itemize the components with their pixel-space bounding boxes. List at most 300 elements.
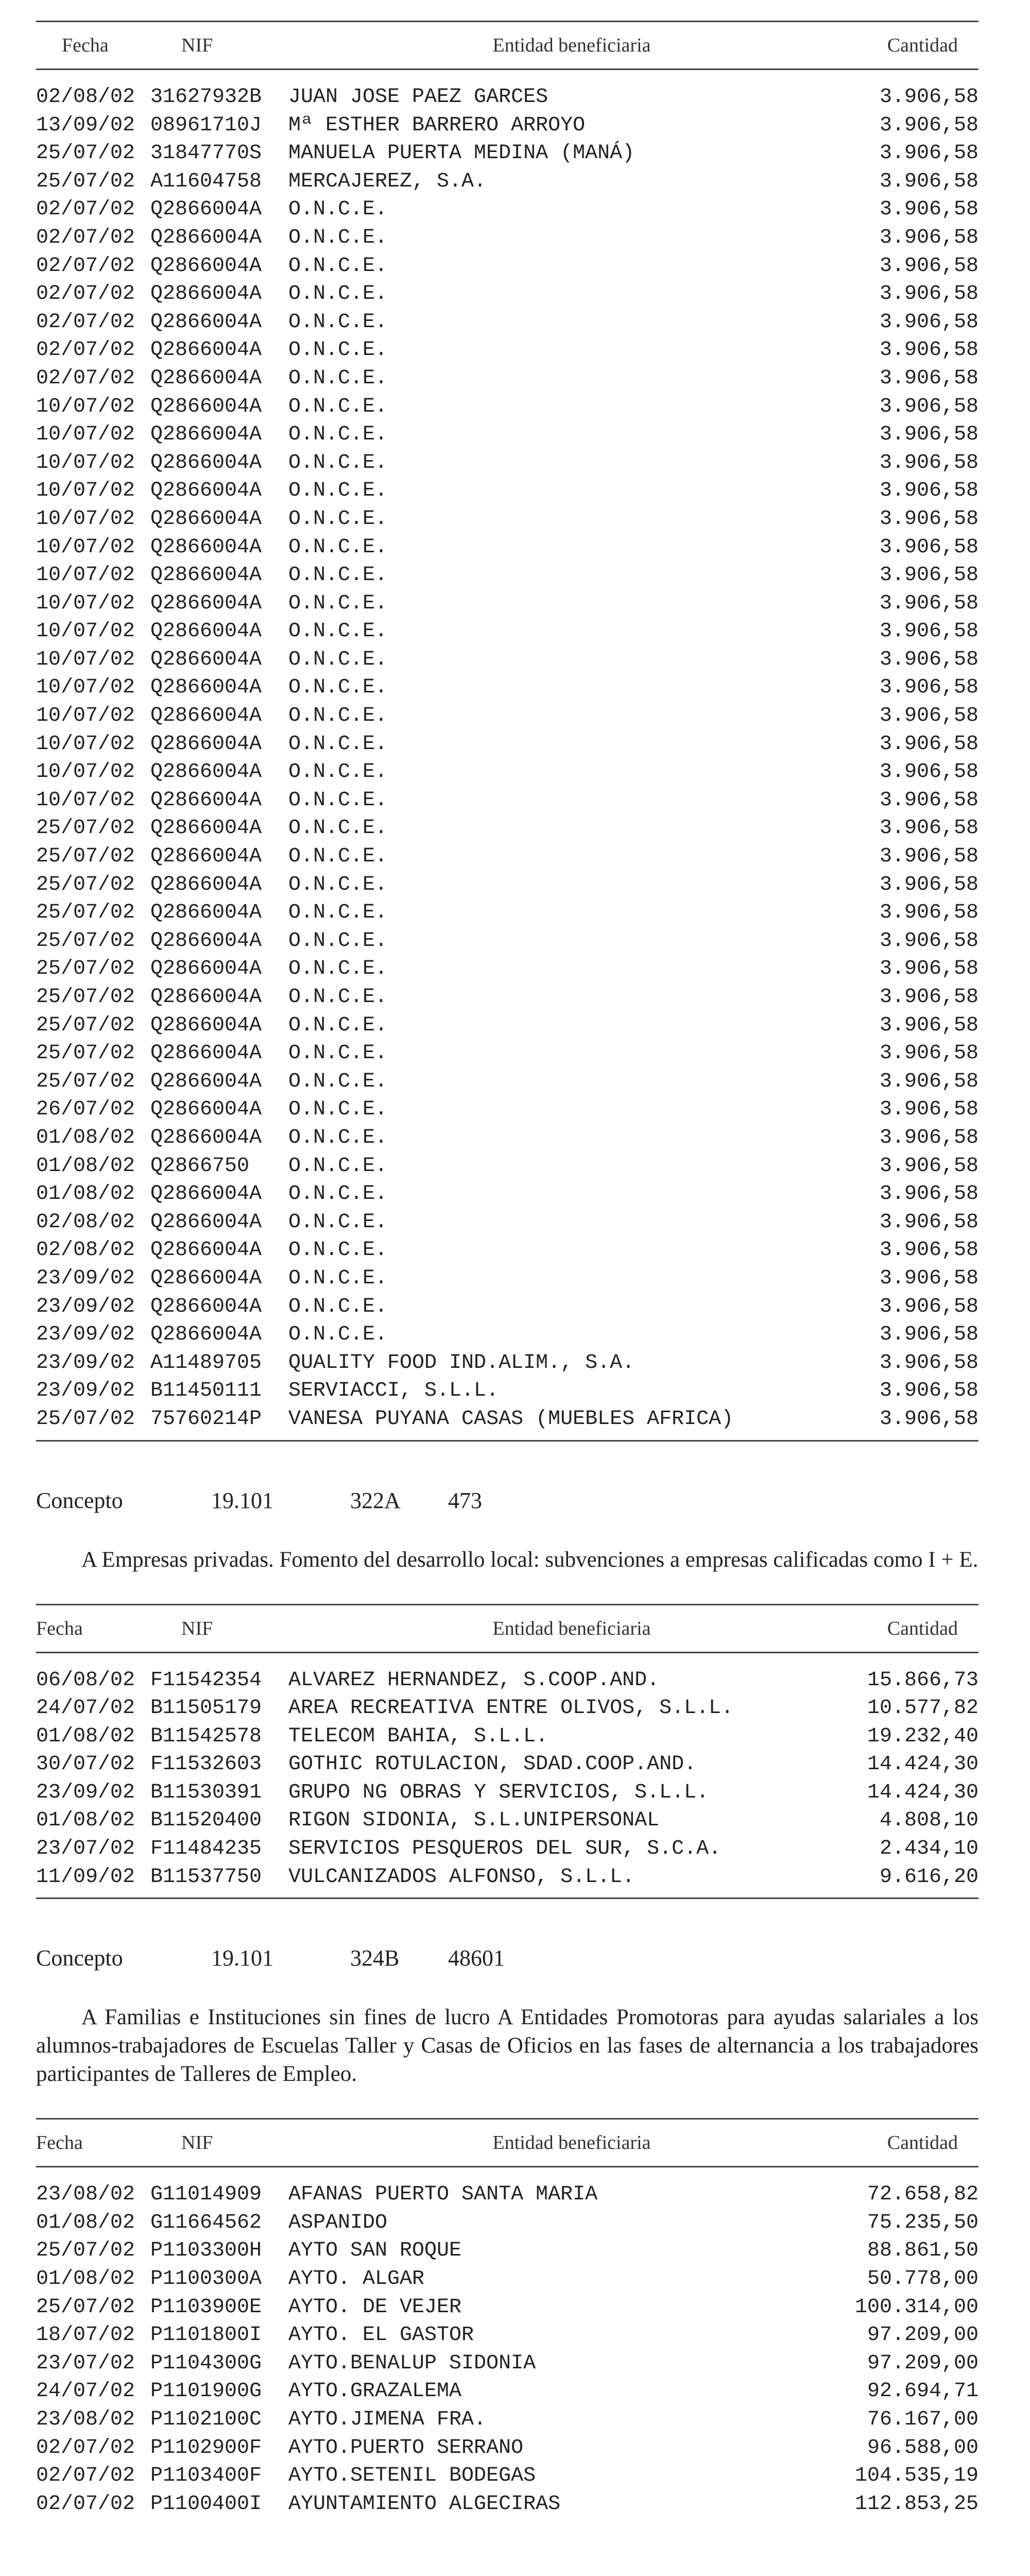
cell-cantidad: 3.906,58	[879, 1070, 978, 1093]
cell-nif: P1104300G	[150, 2351, 262, 2375]
cell-entidad: O.N.C.E.	[288, 507, 388, 531]
table-row	[36, 1723, 978, 1751]
cell-fecha: 25/07/02	[36, 2295, 135, 2319]
table-body	[36, 1653, 978, 1900]
table-header	[36, 21, 978, 70]
cell-nif: 75760214P	[150, 1407, 262, 1431]
cell-fecha: 23/09/02	[36, 1781, 135, 1804]
cell-nif: Q2866004A	[150, 282, 262, 306]
cell-cantidad: 3.906,58	[879, 338, 978, 362]
table-row	[36, 618, 978, 646]
table-row	[36, 1096, 978, 1124]
cell-fecha: 10/07/02	[36, 704, 135, 728]
table-row	[36, 2209, 978, 2238]
table-header	[36, 2118, 978, 2167]
cell-fecha: 01/08/02	[36, 1809, 135, 1833]
table-row	[36, 1377, 978, 1405]
cell-fecha: 02/07/02	[36, 2492, 135, 2516]
header-nif: NIF	[181, 2132, 213, 2154]
table-row	[36, 2490, 978, 2519]
table-row	[36, 365, 978, 393]
cell-entidad: JUAN JOSE PAEZ GARCES	[288, 86, 548, 109]
cell-cantidad: 3.906,58	[879, 170, 978, 193]
table-row	[36, 1835, 978, 1863]
cell-nif: B11530391	[150, 1781, 262, 1804]
table-row	[36, 252, 978, 281]
cell-nif: Q2866004A	[150, 1295, 262, 1318]
cell-entidad: SERVICIOS PESQUEROS DEL SUR, S.C.A.	[288, 1837, 722, 1861]
cell-nif: Q2866004A	[150, 366, 262, 390]
cell-nif: Q2866004A	[150, 1182, 262, 1206]
cell-fecha: 10/07/02	[36, 591, 135, 615]
table-row	[36, 1779, 978, 1807]
cell-nif: P1103300H	[150, 2239, 262, 2263]
cell-entidad: O.N.C.E.	[288, 1210, 388, 1234]
cell-fecha: 30/07/02	[36, 1753, 135, 1776]
cell-cantidad: 3.906,58	[879, 1126, 978, 1149]
cell-fecha: 02/08/02	[36, 1239, 135, 1262]
table-row	[36, 1405, 978, 1434]
cell-fecha: 01/08/02	[36, 1724, 135, 1748]
concept-label: Concepto	[36, 1945, 123, 1971]
cell-nif: Q2866004A	[150, 479, 262, 503]
cell-nif: Q2866004A	[150, 591, 262, 615]
cell-entidad: QUALITY FOOD IND.ALIM., S.A.	[288, 1351, 635, 1375]
cell-fecha: 01/08/02	[36, 1154, 135, 1178]
cell-nif: Q2866004A	[150, 929, 262, 953]
cell-entidad: O.N.C.E.	[288, 1098, 388, 1122]
cell-entidad: O.N.C.E.	[288, 648, 388, 671]
cell-cantidad: 3.906,58	[879, 1098, 978, 1122]
table-row	[36, 336, 978, 365]
cell-entidad: O.N.C.E.	[288, 535, 388, 559]
table-row	[36, 1863, 978, 1892]
header-fecha: Fecha	[36, 1617, 83, 1639]
cell-fecha: 02/07/02	[36, 2464, 135, 2488]
cell-fecha: 11/09/02	[36, 1865, 135, 1889]
cell-fecha: 01/08/02	[36, 2211, 135, 2234]
cell-fecha: 25/07/02	[36, 817, 135, 840]
header-nif: NIF	[181, 35, 213, 56]
cell-fecha: 02/07/02	[36, 366, 135, 390]
beneficiaries-table-1	[36, 21, 978, 1442]
table-row	[36, 2462, 978, 2490]
table-row	[36, 1040, 978, 1068]
cell-cantidad: 3.906,58	[879, 564, 978, 587]
cell-cantidad: 92.694,71	[867, 2380, 978, 2403]
cell-entidad: O.N.C.E.	[288, 1323, 388, 1347]
concept-code-2: 322A	[350, 1487, 401, 1513]
table-row	[36, 2434, 978, 2463]
cell-cantidad: 15.866,73	[867, 1668, 978, 1692]
cell-cantidad: 9.616,20	[879, 1865, 978, 1889]
cell-entidad: O.N.C.E.	[288, 1266, 388, 1290]
cell-cantidad: 3.906,58	[879, 395, 978, 418]
cell-entidad: O.N.C.E.	[288, 451, 388, 474]
cell-nif: Q2866004A	[150, 535, 262, 559]
table-row	[36, 421, 978, 449]
cell-entidad: AYTO.PUERTO SERRANO	[288, 2436, 524, 2460]
cell-cantidad: 10.577,82	[867, 1697, 978, 1720]
table-row	[36, 815, 978, 843]
cell-nif: P1101800I	[150, 2324, 262, 2347]
cell-nif: P1102100C	[150, 2408, 262, 2431]
cell-cantidad: 14.424,30	[867, 1781, 978, 1804]
cell-fecha: 01/08/02	[36, 2267, 135, 2291]
table-row	[36, 731, 978, 759]
cell-nif: B11505179	[150, 1697, 262, 1720]
cell-cantidad: 2.434,10	[879, 1837, 978, 1861]
cell-entidad: O.N.C.E.	[288, 226, 388, 249]
cell-entidad: O.N.C.E.	[288, 676, 388, 700]
cell-nif: Q2866004A	[150, 676, 262, 700]
table-row	[36, 309, 978, 337]
cell-fecha: 02/07/02	[36, 198, 135, 222]
table-row	[36, 984, 978, 1012]
cell-fecha: 02/07/02	[36, 338, 135, 362]
table-row	[36, 140, 978, 168]
cell-nif: Q2866004A	[150, 1013, 262, 1037]
cell-fecha: 25/07/02	[36, 1407, 135, 1431]
table-row	[36, 2321, 978, 2350]
cell-entidad: ALVAREZ HERNANDEZ, S.COOP.AND.	[288, 1668, 660, 1692]
table-row	[36, 2350, 978, 2378]
cell-fecha: 10/07/02	[36, 564, 135, 587]
cell-nif: Q2866004A	[150, 873, 262, 896]
cell-cantidad: 3.906,58	[879, 1239, 978, 1262]
cell-entidad: AYTO SAN ROQUE	[288, 2239, 462, 2263]
cell-entidad: AYTO.BENALUP SIDONIA	[288, 2351, 536, 2375]
header-cantidad: Cantidad	[887, 1617, 958, 1639]
cell-fecha: 25/07/02	[36, 142, 135, 165]
cell-fecha: 24/07/02	[36, 1697, 135, 1720]
table-row	[36, 1321, 978, 1349]
table-row	[36, 702, 978, 731]
cell-fecha: 23/07/02	[36, 2351, 135, 2375]
concept-description-1: A Empresas privadas. Fomento del desarrollo local: subvenciones a empresas calificadas como I + E.	[81, 1547, 978, 1572]
table-row	[36, 1236, 978, 1265]
cell-nif: Q2866004A	[150, 226, 262, 249]
cell-nif: Q2866004A	[150, 507, 262, 531]
cell-cantidad: 3.906,58	[879, 704, 978, 728]
cell-nif: P1100300A	[150, 2267, 262, 2291]
cell-cantidad: 3.906,58	[879, 591, 978, 615]
cell-nif: Q2866004A	[150, 845, 262, 869]
cell-cantidad: 3.906,58	[879, 1295, 978, 1318]
cell-cantidad: 76.167,00	[867, 2408, 978, 2431]
table-row	[36, 1124, 978, 1153]
cell-fecha: 23/09/02	[36, 1351, 135, 1375]
cell-fecha: 25/07/02	[36, 845, 135, 869]
cell-entidad: O.N.C.E.	[288, 732, 388, 756]
cell-nif: A11489705	[150, 1351, 262, 1375]
cell-entidad: O.N.C.E.	[288, 1182, 388, 1206]
cell-entidad: MERCAJEREZ, S.A.	[288, 170, 487, 193]
concept-label: Concepto	[36, 1487, 123, 1513]
cell-cantidad: 3.906,58	[879, 986, 978, 1009]
table-row	[36, 1807, 978, 1835]
cell-cantidad: 3.906,58	[879, 142, 978, 165]
cell-cantidad: 3.906,58	[879, 929, 978, 953]
cell-fecha: 25/07/02	[36, 170, 135, 193]
cell-cantidad: 3.906,58	[879, 1351, 978, 1375]
cell-fecha: 02/08/02	[36, 86, 135, 109]
cell-nif: Q2866004A	[150, 1070, 262, 1093]
cell-cantidad: 3.906,58	[879, 1042, 978, 1065]
cell-fecha: 25/07/02	[36, 1070, 135, 1093]
cell-entidad: VANESA PUYANA CASAS (MUEBLES AFRICA)	[288, 1407, 734, 1431]
cell-fecha: 10/07/02	[36, 788, 135, 812]
cell-cantidad: 3.906,58	[879, 1013, 978, 1037]
cell-entidad: O.N.C.E.	[288, 198, 388, 222]
cell-fecha: 06/08/02	[36, 1668, 135, 1692]
cell-cantidad: 3.906,58	[879, 198, 978, 222]
cell-entidad: RIGON SIDONIA, S.L.UNIPERSONAL	[288, 1809, 660, 1833]
cell-cantidad: 3.906,58	[879, 760, 978, 784]
cell-entidad: O.N.C.E.	[288, 1070, 388, 1093]
table-body	[36, 2167, 978, 2524]
cell-nif: Q2866004A	[150, 901, 262, 925]
cell-cantidad: 19.232,40	[867, 1724, 978, 1748]
cell-cantidad: 3.906,58	[879, 788, 978, 812]
cell-nif: F11484235	[150, 1837, 262, 1861]
cell-nif: Q2866004A	[150, 1239, 262, 1262]
table-row	[36, 787, 978, 815]
table-row	[36, 393, 978, 421]
cell-nif: Q2866004A	[150, 760, 262, 784]
cell-cantidad: 3.906,58	[879, 1154, 978, 1178]
cell-cantidad: 3.906,58	[879, 1182, 978, 1206]
table-row	[36, 2237, 978, 2265]
cell-cantidad: 3.906,58	[879, 1379, 978, 1403]
table-row	[36, 843, 978, 871]
table-body	[36, 70, 978, 1442]
cell-entidad: AYUNTAMIENTO ALGECIRAS	[288, 2492, 561, 2516]
table-row	[36, 224, 978, 252]
cell-nif: Q2866004A	[150, 1266, 262, 1290]
table-row	[36, 280, 978, 309]
cell-entidad: O.N.C.E.	[288, 986, 388, 1009]
cell-nif: Q2866004A	[150, 817, 262, 840]
cell-entidad: O.N.C.E.	[288, 338, 388, 362]
table-row	[36, 1293, 978, 1321]
table-row	[36, 562, 978, 590]
cell-entidad: O.N.C.E.	[288, 310, 388, 334]
cell-nif: Q2866004A	[150, 704, 262, 728]
cell-nif: G11014909	[150, 2183, 262, 2207]
cell-entidad: O.N.C.E.	[288, 620, 388, 643]
concept-code-2: 324B	[350, 1945, 400, 1971]
cell-entidad: O.N.C.E.	[288, 1042, 388, 1065]
cell-fecha: 10/07/02	[36, 535, 135, 559]
cell-entidad: AYTO. DE VEJER	[288, 2295, 462, 2319]
table-row	[36, 1180, 978, 1209]
cell-nif: 08961710J	[150, 113, 262, 137]
cell-cantidad: 4.808,10	[879, 1809, 978, 1833]
cell-entidad: O.N.C.E.	[288, 1239, 388, 1262]
cell-entidad: O.N.C.E.	[288, 395, 388, 418]
cell-fecha: 24/07/02	[36, 2380, 135, 2403]
cell-cantidad: 3.906,58	[879, 282, 978, 306]
cell-fecha: 10/07/02	[36, 676, 135, 700]
table-row	[36, 927, 978, 956]
cell-nif: Q2866004A	[150, 310, 262, 334]
cell-fecha: 25/07/02	[36, 2239, 135, 2263]
cell-nif: Q2866004A	[150, 254, 262, 278]
cell-fecha: 10/07/02	[36, 423, 135, 447]
concept-code-3: 473	[448, 1487, 482, 1513]
cell-nif: P1102900F	[150, 2436, 262, 2460]
table-row	[36, 83, 978, 112]
cell-fecha: 10/07/02	[36, 760, 135, 784]
table-row	[36, 1068, 978, 1096]
cell-entidad: Mª ESTHER BARRERO ARROYO	[288, 113, 586, 137]
cell-nif: P1101900G	[150, 2380, 262, 2403]
cell-entidad: O.N.C.E.	[288, 254, 388, 278]
cell-cantidad: 88.861,50	[867, 2239, 978, 2263]
cell-cantidad: 97.209,00	[867, 2324, 978, 2347]
cell-cantidad: 3.906,58	[879, 535, 978, 559]
header-fecha: Fecha	[62, 35, 109, 56]
table-row	[36, 2406, 978, 2434]
cell-entidad: O.N.C.E.	[288, 366, 388, 390]
cell-nif: F11542354	[150, 1668, 262, 1692]
cell-entidad: AYTO.SETENIL BODEGAS	[288, 2464, 536, 2488]
cell-entidad: ASPANIDO	[288, 2211, 388, 2234]
cell-entidad: O.N.C.E.	[288, 817, 388, 840]
cell-entidad: GOTHIC ROTULACION, SDAD.COOP.AND.	[288, 1753, 697, 1776]
cell-entidad: O.N.C.E.	[288, 1126, 388, 1149]
cell-nif: Q2866004A	[150, 198, 262, 222]
table-row	[36, 871, 978, 900]
header-entidad: Entidad beneficiaria	[492, 2132, 651, 2154]
cell-nif: Q2866004A	[150, 1126, 262, 1149]
cell-nif: G11664562	[150, 2211, 262, 2234]
table-row	[36, 1349, 978, 1378]
table-row	[36, 477, 978, 505]
cell-nif: Q2866004A	[150, 1210, 262, 1234]
table-row	[36, 2378, 978, 2406]
beneficiaries-table-3	[36, 2118, 978, 2524]
cell-fecha: 23/08/02	[36, 2408, 135, 2431]
cell-nif: Q2866004A	[150, 1098, 262, 1122]
cell-entidad: AYTO.JIMENA FRA.	[288, 2408, 487, 2431]
header-cantidad: Cantidad	[887, 35, 958, 56]
cell-entidad: GRUPO NG OBRAS Y SERVICIOS, S.L.L.	[288, 1781, 709, 1804]
cell-cantidad: 3.906,58	[879, 1323, 978, 1347]
cell-fecha: 23/09/02	[36, 1266, 135, 1290]
cell-nif: Q2866004A	[150, 338, 262, 362]
cell-entidad: O.N.C.E.	[288, 929, 388, 953]
cell-cantidad: 3.906,58	[879, 676, 978, 700]
cell-cantidad: 3.906,58	[879, 1407, 978, 1431]
cell-cantidad: 3.906,58	[879, 620, 978, 643]
cell-cantidad: 3.906,58	[879, 254, 978, 278]
cell-entidad: O.N.C.E.	[288, 423, 388, 447]
cell-nif: 31847770S	[150, 142, 262, 165]
table-row	[36, 1209, 978, 1237]
cell-fecha: 02/07/02	[36, 310, 135, 334]
cell-nif: Q2866004A	[150, 1042, 262, 1065]
cell-cantidad: 3.906,58	[879, 226, 978, 249]
cell-cantidad: 3.906,58	[879, 873, 978, 896]
cell-nif: Q2866004A	[150, 732, 262, 756]
cell-cantidad: 3.906,58	[879, 1266, 978, 1290]
table-row	[36, 899, 978, 927]
cell-cantidad: 3.906,58	[879, 957, 978, 981]
cell-fecha: 02/07/02	[36, 2436, 135, 2460]
cell-fecha: 10/07/02	[36, 451, 135, 474]
cell-fecha: 02/08/02	[36, 1210, 135, 1234]
cell-fecha: 01/08/02	[36, 1182, 135, 1206]
cell-fecha: 25/07/02	[36, 901, 135, 925]
table-row	[36, 758, 978, 787]
cell-cantidad: 100.314,00	[855, 2295, 979, 2319]
cell-entidad: O.N.C.E.	[288, 845, 388, 869]
cell-entidad: O.N.C.E.	[288, 1154, 388, 1178]
header-nif: NIF	[181, 1617, 213, 1639]
cell-nif: Q2866004A	[150, 986, 262, 1009]
cell-entidad: O.N.C.E.	[288, 788, 388, 812]
cell-nif: Q2866004A	[150, 957, 262, 981]
cell-nif: 31627932B	[150, 86, 262, 109]
cell-cantidad: 3.906,58	[879, 1210, 978, 1234]
cell-entidad: MANUELA PUERTA MEDINA (MANÁ)	[288, 142, 635, 165]
cell-entidad: VULCANIZADOS ALFONSO, S.L.L.	[288, 1865, 635, 1889]
cell-nif: Q2866004A	[150, 423, 262, 447]
cell-cantidad: 3.906,58	[879, 423, 978, 447]
cell-cantidad: 75.235,50	[867, 2211, 978, 2234]
cell-nif: Q2866004A	[150, 451, 262, 474]
cell-entidad: O.N.C.E.	[288, 1295, 388, 1318]
cell-nif: P1103400F	[150, 2464, 262, 2488]
cell-fecha: 13/09/02	[36, 113, 135, 137]
cell-entidad: AYTO. EL GASTOR	[288, 2324, 474, 2347]
cell-cantidad: 3.906,58	[879, 901, 978, 925]
cell-fecha: 25/07/02	[36, 957, 135, 981]
cell-entidad: O.N.C.E.	[288, 901, 388, 925]
cell-cantidad: 112.853,25	[855, 2492, 979, 2516]
cell-nif: B11537750	[150, 1865, 262, 1889]
concept-code-1: 19.101	[211, 1487, 273, 1513]
table-row	[36, 1667, 978, 1695]
cell-fecha: 25/07/02	[36, 873, 135, 896]
header-cantidad: Cantidad	[887, 2132, 958, 2154]
cell-fecha: 02/07/02	[36, 254, 135, 278]
cell-entidad: O.N.C.E.	[288, 873, 388, 896]
table-row	[36, 168, 978, 196]
cell-cantidad: 3.906,58	[879, 817, 978, 840]
table-row	[36, 1694, 978, 1723]
table-row	[36, 646, 978, 674]
cell-fecha: 02/07/02	[36, 282, 135, 306]
table-row	[36, 2265, 978, 2294]
table-row	[36, 1012, 978, 1040]
concept-line-2	[36, 1899, 978, 1971]
cell-fecha: 10/07/02	[36, 732, 135, 756]
concept-description-2: A Familias e Instituciones sin fines de lucro A Entidades Promotoras para ayudas salariales a los alumnos-trabajadores de Escuelas Taller y Casas de Oficios en las fases de alternancia a los trabajadores participantes de Talleres de Empleo.	[36, 2005, 978, 2087]
cell-cantidad: 3.906,58	[879, 732, 978, 756]
header-fecha: Fecha	[36, 2132, 83, 2154]
document-page	[36, 21, 978, 2524]
cell-entidad: AFANAS PUERTO SANTA MARIA	[288, 2183, 598, 2207]
cell-cantidad: 50.778,00	[867, 2267, 978, 2291]
table-row	[36, 955, 978, 984]
cell-nif: A11604758	[150, 170, 262, 193]
cell-cantidad: 14.424,30	[867, 1753, 978, 1776]
cell-nif: Q2866004A	[150, 564, 262, 587]
cell-nif: B11520400	[150, 1809, 262, 1833]
